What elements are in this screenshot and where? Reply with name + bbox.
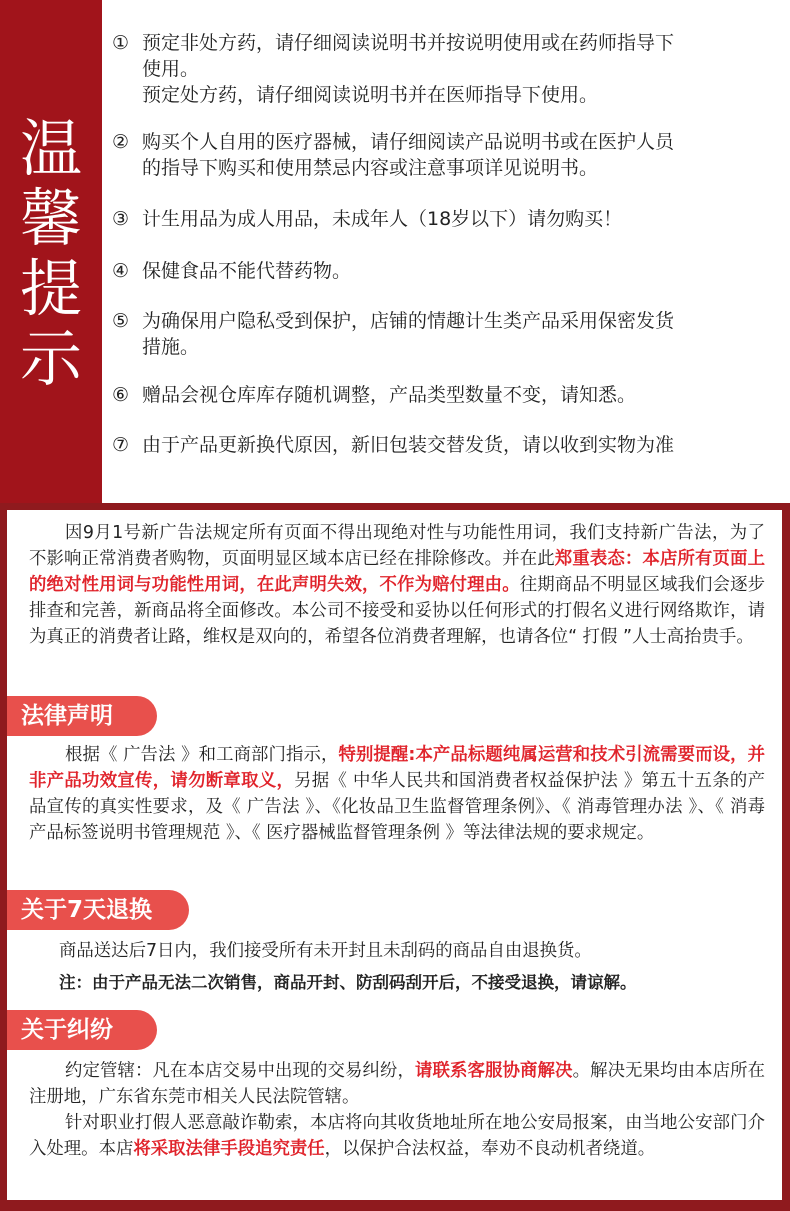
notice-number: ⑥: [112, 384, 130, 406]
legal-section: [0, 503, 790, 1211]
notice-text: 计生用品为成人用品，未成年人（18岁以下）请勿购买！: [142, 208, 623, 230]
legal-highlight: 特别提醒:本产品标题纯属运营和技术引流需要而设，并非产品功效宣传，请勿断章取义，: [29, 745, 765, 791]
dispute-text: 约定管辖：凡在本店交易中出现的交易纠纷，: [65, 1061, 416, 1081]
warm-tips-title-bar: [0, 0, 102, 503]
intro-paragraph: [29, 520, 765, 650]
notice-text: 的指导下购买和使用禁忌内容或注意事项详见说明书。: [142, 157, 599, 179]
notice-text: 由于产品更新换代原因，新旧包装交替发货，请以收到实物为准: [142, 434, 675, 456]
returns-text: 商品送达后7日内，我们接受所有未开封且未刮码的商品自由退换货。: [59, 941, 592, 961]
intro-text: 因9月1号新广告法规定所有页面不得出现绝对性与功能性用词，我们支持新广告法，为了不影响正常消费者购物，页面明显区域本店已经在排除修改。并在此: [29, 523, 765, 569]
dispute-tag: 关于纠纷: [7, 1010, 157, 1050]
intro-text: 往期商品不明显区域我们会逐步排查和完善，新商品将全面修改。本公司不接受和妥协以任何形式的打假名义进行网络欺诈，请为真正的消费者让路，维权是双向的，希望各位消费者理解，也请各位“ 打假 ”人士高抬贵手。: [29, 575, 765, 647]
notice-number: ②: [112, 131, 130, 153]
notice-item: [112, 308, 674, 360]
dispute-paragraph-2: [29, 1110, 765, 1162]
legal-content: [7, 510, 782, 1200]
notice-item: [112, 206, 622, 232]
dispute-highlight: 请联系客服协商解决: [415, 1061, 573, 1081]
legal-text: 根据《 广告法 》和工商部门指示，: [65, 745, 339, 765]
notice-text: 赠品会视仓库库存随机调整，产品类型数量不变，请知悉。: [142, 384, 637, 406]
legal-text: 另据《 中华人民共和国消费者权益保护法 》第五十五条的产品宣传的真实性要求，及《 广告法 》、《化妆品卫生监督管理条例》、《 消毒管理办法 》、《 消毒产品标签说明书管理规范 》、《 医疗器械监督管理条例 》等法律法规的要求规定。: [29, 771, 765, 843]
dispute-paragraph-1: [29, 1058, 765, 1110]
notice-text: 使用。: [142, 58, 200, 80]
notice-item: [112, 382, 636, 408]
notice-number: ⑦: [112, 434, 130, 456]
notice-text: 保健食品不能代替药物。: [142, 260, 352, 282]
returns-tag: 关于7天退换: [7, 890, 189, 930]
title-char: 温: [19, 112, 82, 185]
dispute-text: ，以保护合法权益，奉劝不良动机者绕道。: [324, 1139, 656, 1159]
legal-statement-tag: 法律声明: [7, 696, 157, 736]
notice-number: ④: [112, 260, 130, 282]
notice-number: ⑤: [112, 310, 130, 332]
dispute-text: 针对职业打假人恶意敲诈勒索，本店将向其收货地址所在地公安局报案，由当地公安部门介入处理。本店: [29, 1113, 765, 1159]
title-char: 示: [19, 322, 82, 395]
dispute-text: 。解决无果均由本店所在注册地，广东省东莞市相关人民法院管辖。: [29, 1061, 765, 1107]
notice-item: [112, 432, 674, 458]
notice-item: [112, 129, 674, 181]
notice-item: [112, 258, 351, 284]
notice-text: 措施。: [142, 336, 200, 358]
intro-highlight: 郑重表态：本店所有页面上的绝对性用词与功能性用词，在此声明失效，不作为赔付理由。: [29, 549, 765, 595]
notice-number: ③: [112, 208, 130, 230]
notice-text: 预定非处方药，请仔细阅读说明书并按说明使用或在药师指导下: [142, 32, 675, 54]
returns-note: 注：由于产品无法二次销售，商品开封、防刮码刮开后，不接受退换，请谅解。: [59, 973, 637, 992]
dispute-highlight: 将采取法律手段追究责任: [133, 1139, 325, 1159]
warm-tips-panel: [0, 0, 790, 503]
title-char: 提: [19, 252, 82, 325]
legal-paragraph: [29, 742, 765, 846]
notice-text: 预定处方药，请仔细阅读说明书并在医师指导下使用。: [142, 84, 599, 106]
title-char: 馨: [19, 182, 82, 255]
notice-text: 为确保用户隐私受到保护，店铺的情趣计生类产品采用保密发货: [142, 310, 675, 332]
notice-number: ①: [112, 32, 130, 54]
notice-item: [112, 30, 674, 108]
notice-text: 购买个人自用的医疗器械，请仔细阅读产品说明书或在医护人员: [142, 131, 675, 153]
